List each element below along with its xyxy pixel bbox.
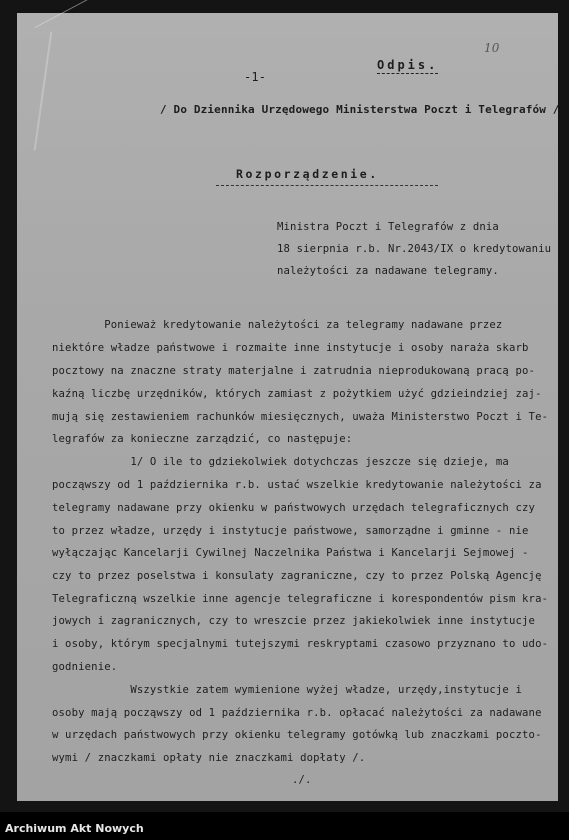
body-line: to przez władze, urzędy i instytucje państwowe, samorządne i gminne - nie <box>52 525 529 537</box>
body-line: osoby mają począwszy od 1 października r.b. opłacać należytości za nadawane <box>52 707 542 719</box>
document-header: / Do Dziennika Urzędowego Ministerstwa Poczt i Telegrafów / <box>160 103 560 116</box>
body-line: pocztowy na znaczne straty materjalne i zatrudnia nieprodukowaną pracą po- <box>52 365 536 377</box>
copy-label: Odpis. <box>377 58 439 72</box>
body-line: wymi / znaczkami opłaty nie znaczkami dopłaty /. <box>52 752 366 764</box>
archive-watermark: Archiwum Akt Nowych <box>5 822 144 835</box>
body-line: i osoby, którym specjalnymi tutejszymi reskryptami czasowo przyznano to udo- <box>52 638 549 650</box>
body-line: legrafów za konieczne zarządzić, co następuje: <box>52 433 353 445</box>
body-line: telegramy nadawane przy okienku w państwowych urzędach telegraficznych czy <box>52 502 536 514</box>
body-line: w urzędach państwowych przy okienku telegramy gotówką lub znaczkami poczto- <box>52 729 542 741</box>
heading-underline <box>216 185 438 186</box>
body-line: czy to przez poselstwa i konsulaty zagraniczne, czy to przez Polską Agencję <box>52 570 542 582</box>
body-line: kaźną liczbę urzędników, których zamiast z pożytkiem użyć gdzieindziej zaj- <box>52 388 542 400</box>
body-line: jowych i zagranicznych, czy to wreszcie przez jakiekolwiek inne instytucje <box>52 615 536 627</box>
document-page <box>17 13 558 801</box>
archive-footer <box>0 812 569 840</box>
page-label: -1- <box>244 70 267 84</box>
document-heading: Rozporządzenie. <box>236 167 379 181</box>
continuation-mark: ./. <box>292 774 312 786</box>
body-line: Wszystkie zatem wymienione wyżej władze, urzędy,instytucje i <box>52 684 523 696</box>
body-line: godnienie. <box>52 661 118 673</box>
handwritten-page-number: 10 <box>484 41 500 55</box>
folded-corner <box>35 0 125 98</box>
title-line: należytości za nadawane telegramy. <box>277 265 499 277</box>
title-line: 18 sierpnia r.b. Nr.2043/IX o kredytowaniu <box>277 243 552 255</box>
body-line: wyłączając Kancelarji Cywilnej Naczelnika Państwa i Kancelarji Sejmowej - <box>52 547 529 559</box>
title-line: Ministra Poczt i Telegrafów z dnia <box>277 221 499 233</box>
body-line: Telegraficzną wszelkie inne agencje telegraficzne i korespondentów pism kra- <box>52 593 549 605</box>
body-line: 1/ O ile to gdziekolwiek dotychczas jeszcze się dzieje, ma <box>52 456 509 468</box>
body-line: niektóre władze państwowe i rozmaite inne instytucje i osoby naraża skarb <box>52 342 529 354</box>
body-line: mują się zestawieniem rachunków miesięcznych, uważa Ministerstwo Poczt i Te- <box>52 411 549 423</box>
body-line: Ponieważ kredytowanie należytości za telegramy nadawane przez <box>52 319 503 331</box>
body-line: począwszy od 1 października r.b. ustać wszelkie kredytowanie należytości za <box>52 479 542 491</box>
